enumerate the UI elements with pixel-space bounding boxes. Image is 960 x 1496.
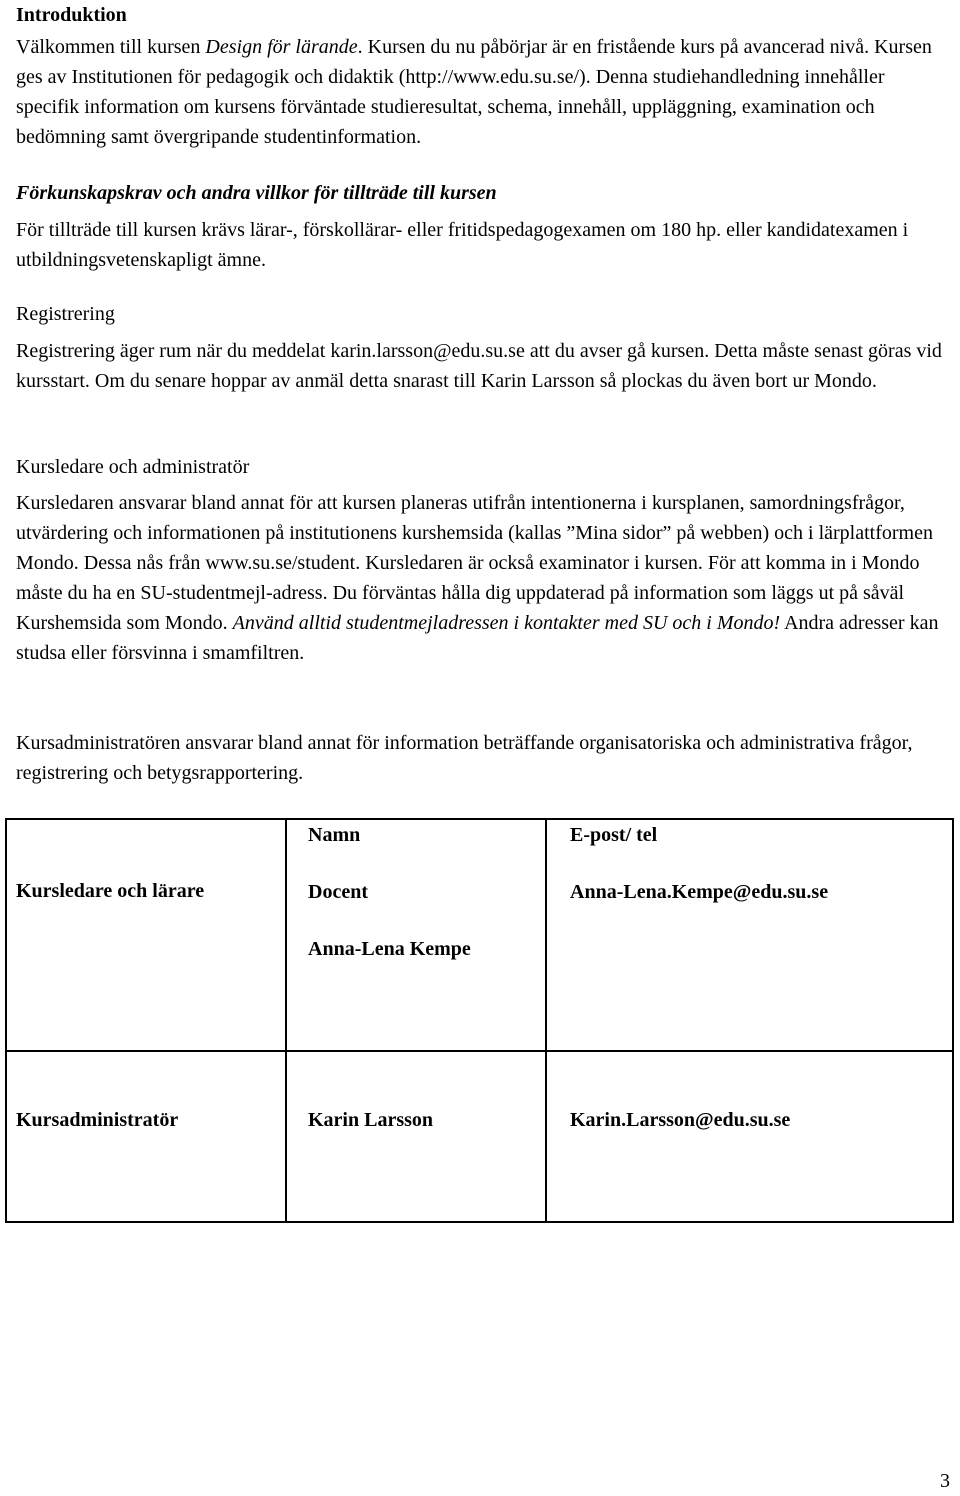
page-number: 3 (940, 1470, 950, 1492)
staff-table (5, 818, 954, 1223)
table-cell (286, 1051, 546, 1222)
intro-text-rest: . Kursen du nu påbörjar är en fristående kurs på avancerad nivå. Kursen ges av Institutionen för pedagogik och didaktik (http://www.edu.su.se/). Denna studiehandledning innehåller specifik information om kursens förväntade studieresultat, schema, innehåll, uppläggning, examination och bedömning samt övergripande studentinformation. (16, 36, 932, 148)
table-cell (6, 1051, 286, 1222)
prereq-heading: Förkunskapskrav och andra villkor för tillträde till kursen (16, 182, 497, 204)
teacher-email: Anna-Lena.Kempe@edu.su.se (570, 881, 829, 903)
role-label: Kursadministratör (16, 1109, 179, 1131)
table-cell (546, 1051, 953, 1222)
table-cell (286, 819, 546, 1051)
table-row (6, 819, 953, 1051)
table-row (6, 1051, 953, 1222)
leaders-heading: Kursledare och administratör (16, 456, 250, 478)
course-name: Design för lärande (205, 36, 358, 58)
teacher-title: Docent (308, 881, 368, 903)
table-cell (6, 819, 286, 1051)
intro-paragraph (16, 32, 946, 152)
leaders-text-end: Andra adresser kan studsa eller försvinna i smamfiltren. (16, 612, 939, 664)
intro-heading: Introduktion (16, 4, 127, 26)
teacher-name: Anna-Lena Kempe (308, 938, 471, 960)
leaders-emphasis: Använd alltid studentmejladressen i kontakter med SU och i Mondo! (232, 612, 781, 634)
table-cell (546, 819, 953, 1051)
leaders-text-start: Kursledaren ansvarar bland annat för att kursen planeras utifrån intentionerna i kursplanen, samordningsfrågor, utvärdering och informationen på institutionens kurshemsida (kallas ”Mina sidor” på webben) och i lärplattformen Mondo. Dessa nås från www.su.se/student. Kursledaren är också examinator i kursen. För att komma in i Mondo måste du ha en SU-studentmejl-adress. Du förväntas hålla dig uppdaterad på information som läggs ut på såväl Kurshemsida som Mondo. (16, 492, 933, 634)
prereq-paragraph: För tillträde till kursen krävs lärar-, förskollärar- eller fritidspedagogexamen om 180 hp. eller kandidatexamen i utbildningsvetenskapligt ämne. (16, 219, 909, 271)
administrator-paragraph: Kursadministratören ansvarar bland annat för information beträffande organisatoriska och administrativa frågor, registrering och betygsrapportering. (16, 732, 913, 784)
column-header-name: Namn (308, 824, 361, 846)
intro-text-start: Välkommen till kursen (16, 36, 206, 58)
registration-heading: Registrering (16, 303, 115, 325)
role-label: Kursledare och lärare (16, 880, 205, 902)
administrator-email: Karin.Larsson@edu.su.se (570, 1109, 791, 1131)
registration-paragraph: Registrering äger rum när du meddelat karin.larsson@edu.su.se att du avser gå kursen. Detta måste senast göras vid kursstart. Om du senare hoppar av anmäl detta snarast till Karin Larsson så plockas du även bort ur Mondo. (16, 340, 942, 392)
column-header-contact: E-post/ tel (570, 824, 658, 846)
leaders-paragraph (16, 488, 946, 668)
administrator-name: Karin Larsson (308, 1109, 434, 1131)
